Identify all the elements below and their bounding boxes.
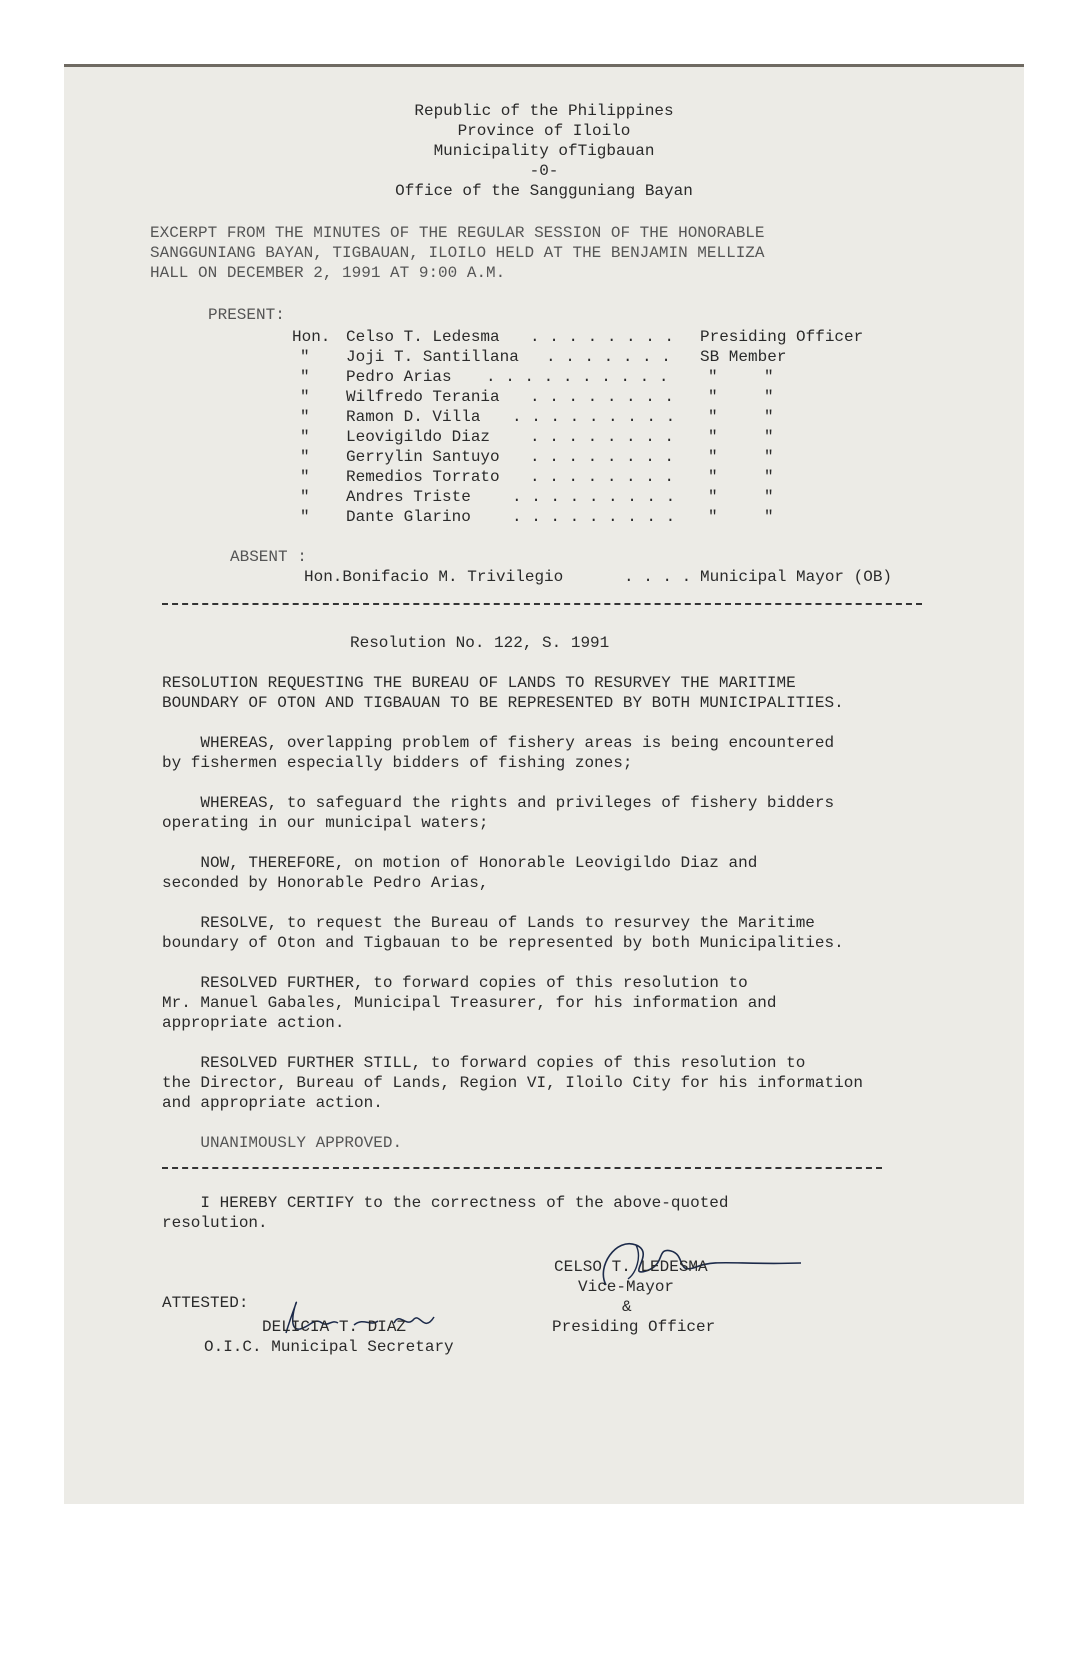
member-prefix: " — [300, 408, 310, 426]
member-dots: . . . . . . . . — [530, 428, 675, 446]
header-province: Province of Iloilo — [457, 122, 631, 140]
whereas-1-line-2: by fishermen especially bidders of fishing zones; — [162, 754, 633, 772]
resolved-further-line-2: Mr. Manuel Gabales, Municipal Treasurer, for his information and — [162, 994, 777, 1012]
member-prefix: " — [300, 388, 310, 406]
secretary-title: O.I.C. Municipal Secretary — [204, 1338, 454, 1356]
whereas-2-line-2: operating in our municipal waters; — [162, 814, 489, 832]
member-dots: . . . . . . . . — [530, 328, 675, 346]
resolution-title-line-2: BOUNDARY OF OTON AND TIGBAUAN TO BE REPRESENTED BY BOTH MUNICIPALITIES. — [162, 694, 844, 712]
member-dots: . . . . . . . . . . — [486, 368, 669, 386]
member-role: " — [708, 488, 718, 506]
member-row — [64, 447, 1024, 467]
member-dots: . . . . . . . . — [530, 388, 675, 406]
header-office: Office of the Sangguniang Bayan — [395, 182, 693, 200]
member-name: Ramon D. Villa — [346, 408, 481, 426]
member-name: Dante Glarino — [346, 508, 471, 526]
header-municipality: Municipality ofTigbauan — [433, 142, 655, 160]
member-name: Gerrylin Santuyo — [346, 448, 500, 466]
member-row — [64, 327, 1024, 347]
member-row — [64, 467, 1024, 487]
absent-role: Municipal Mayor (OB) — [700, 568, 893, 586]
member-dots: . . . . . . . . . — [512, 408, 676, 426]
presiding-officer-title: Presiding Officer — [552, 1318, 716, 1336]
member-role: " — [708, 448, 718, 466]
whereas-2-line-1: WHEREAS, to safeguard the rights and privileges of fishery bidders — [162, 794, 835, 812]
member-row — [64, 427, 1024, 447]
resolution-number: Resolution No. 122, S. 1991 — [350, 634, 610, 652]
resolve-line-1: RESOLVE, to request the Bureau of Lands to resurvey the Maritime — [162, 914, 815, 932]
member-role-ditto: " — [764, 368, 774, 386]
member-role: SB Member — [700, 348, 787, 366]
member-name: Andres Triste — [346, 488, 471, 506]
vice-mayor-name: CELSO T. LEDESMA — [554, 1258, 708, 1276]
member-role-ditto: " — [764, 388, 774, 406]
member-dots: . . . . . . . . — [530, 468, 675, 486]
member-dots: . . . . . . . . . — [512, 508, 676, 526]
member-role: Presiding Officer — [700, 328, 864, 346]
member-prefix: " — [300, 428, 310, 446]
member-role-ditto: " — [764, 408, 774, 426]
member-row — [64, 347, 1024, 367]
absent-dots: . . . . — [624, 568, 692, 586]
member-role: " — [708, 428, 718, 446]
member-dots: . . . . . . . . — [530, 448, 675, 466]
member-prefix: " — [300, 508, 310, 526]
present-label: PRESENT: — [208, 306, 285, 324]
resolved-further-line-3: appropriate action. — [162, 1014, 345, 1032]
now-therefore-line-1: NOW, THEREFORE, on motion of Honorable Leovigildo Diaz and — [162, 854, 758, 872]
vice-mayor-ampersand: & — [622, 1298, 632, 1316]
member-role: " — [708, 388, 718, 406]
attested-label: ATTESTED: — [162, 1294, 249, 1312]
member-prefix: " — [300, 468, 310, 486]
member-role-ditto: " — [764, 488, 774, 506]
certify-line-2: resolution. — [162, 1214, 268, 1232]
member-role: " — [708, 468, 718, 486]
absent-label: ABSENT : — [230, 548, 307, 566]
vice-mayor-title: Vice-Mayor — [578, 1278, 675, 1296]
member-row — [64, 487, 1024, 507]
excerpt-line-1: EXCERPT FROM THE MINUTES OF THE REGULAR SESSION OF THE HONORABLE — [150, 224, 765, 242]
member-name: Pedro Arias — [346, 368, 452, 386]
document-page — [64, 64, 1024, 1504]
resolved-further-still-line-3: and appropriate action. — [162, 1094, 383, 1112]
member-dots: . . . . . . . — [546, 348, 671, 366]
resolve-line-2: boundary of Oton and Tigbauan to be represented by both Municipalities. — [162, 934, 844, 952]
resolution-title-line-1: RESOLUTION REQUESTING THE BUREAU OF LANDS TO RESURVEY THE MARITIME — [162, 674, 796, 692]
member-prefix: " — [300, 488, 310, 506]
member-name: Leovigildo Diaz — [346, 428, 491, 446]
member-prefix: " — [300, 368, 310, 386]
now-therefore-line-2: seconded by Honorable Pedro Arias, — [162, 874, 489, 892]
member-name: Remedios Torrato — [346, 468, 500, 486]
unanimously-approved: UNANIMOUSLY APPROVED. — [162, 1134, 403, 1152]
excerpt-line-2: SANGGUNIANG BAYAN, TIGBAUAN, ILOILO HELD AT THE BENJAMIN MELLIZA — [150, 244, 765, 262]
secretary-name: DELICIA T. DIAZ — [262, 1318, 407, 1336]
member-prefix: Hon. — [292, 328, 331, 346]
member-name: Joji T. Santillana — [346, 348, 519, 366]
member-prefix: " — [300, 448, 310, 466]
resolved-further-line-1: RESOLVED FURTHER, to forward copies of this resolution to — [162, 974, 748, 992]
member-row — [64, 407, 1024, 427]
member-role: " — [708, 368, 718, 386]
absent-entry: Hon.Bonifacio M. Trivilegio — [304, 568, 564, 586]
resolved-further-still-line-2: the Director, Bureau of Lands, Region VI, Iloilo City for his information — [162, 1074, 863, 1092]
member-prefix: " — [300, 348, 310, 366]
member-role-ditto: " — [764, 448, 774, 466]
member-role-ditto: " — [764, 428, 774, 446]
certify-line-1: I HEREBY CERTIFY to the correctness of the above-quoted — [162, 1194, 729, 1212]
member-row — [64, 387, 1024, 407]
whereas-1-line-1: WHEREAS, overlapping problem of fishery areas is being encountered — [162, 734, 835, 752]
member-row — [64, 367, 1024, 387]
resolved-further-still-line-1: RESOLVED FURTHER STILL, to forward copies of this resolution to — [162, 1054, 806, 1072]
member-role: " — [708, 408, 718, 426]
excerpt-line-3: HALL ON DECEMBER 2, 1991 AT 9:00 A.M. — [150, 264, 506, 282]
section-divider — [162, 1167, 882, 1169]
member-row — [64, 507, 1024, 527]
header-republic: Republic of the Philippines — [414, 102, 674, 120]
section-divider — [162, 603, 922, 605]
member-role-ditto: " — [764, 508, 774, 526]
member-role: " — [708, 508, 718, 526]
member-name: Wilfredo Terania — [346, 388, 500, 406]
member-role-ditto: " — [764, 468, 774, 486]
member-name: Celso T. Ledesma — [346, 328, 500, 346]
header-divider: -0- — [529, 162, 559, 180]
member-dots: . . . . . . . . . — [512, 488, 676, 506]
